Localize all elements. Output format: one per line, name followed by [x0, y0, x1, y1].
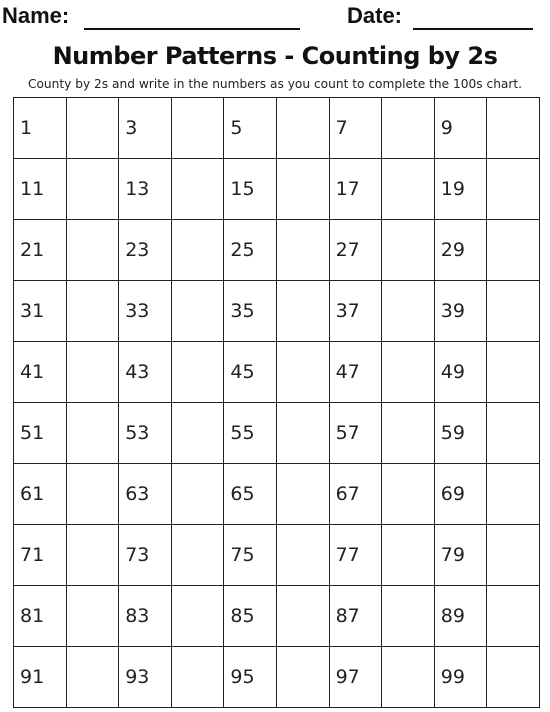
blank-number-cell[interactable] [487, 647, 540, 708]
number-cell: 41 [14, 342, 67, 403]
blank-number-cell[interactable] [382, 342, 435, 403]
number-cell: 71 [14, 525, 67, 586]
blank-number-cell[interactable] [487, 281, 540, 342]
number-cell: 25 [224, 220, 277, 281]
number-cell: 1 [14, 98, 67, 159]
page-title: Number Patterns - Counting by 2s [52, 42, 498, 70]
number-cell: 81 [14, 586, 67, 647]
number-cell: 73 [119, 525, 172, 586]
blank-number-cell[interactable] [487, 525, 540, 586]
blank-number-cell[interactable] [276, 342, 329, 403]
blank-number-cell[interactable] [382, 525, 435, 586]
blank-number-cell[interactable] [66, 647, 119, 708]
number-cell: 11 [14, 159, 67, 220]
chart-row [14, 586, 540, 647]
number-cell: 31 [14, 281, 67, 342]
number-cell: 89 [434, 586, 487, 647]
blank-number-cell[interactable] [276, 586, 329, 647]
blank-number-cell[interactable] [66, 403, 119, 464]
chart-row [14, 98, 540, 159]
number-cell: 63 [119, 464, 172, 525]
number-cell: 67 [329, 464, 382, 525]
number-cell: 13 [119, 159, 172, 220]
number-cell: 87 [329, 586, 382, 647]
number-cell: 5 [224, 98, 277, 159]
blank-number-cell[interactable] [171, 281, 224, 342]
number-cell: 59 [434, 403, 487, 464]
chart-row [14, 159, 540, 220]
blank-number-cell[interactable] [66, 159, 119, 220]
blank-number-cell[interactable] [382, 586, 435, 647]
number-cell: 99 [434, 647, 487, 708]
chart-row [14, 220, 540, 281]
date-field[interactable] [413, 28, 533, 30]
date-label: Date: [347, 3, 403, 28]
blank-number-cell[interactable] [487, 220, 540, 281]
number-cell: 47 [329, 342, 382, 403]
instructions-text: County by 2s and write in the numbers as you count to complete the 100s chart. [27, 77, 523, 91]
number-cell: 77 [329, 525, 382, 586]
number-cell: 27 [329, 220, 382, 281]
blank-number-cell[interactable] [487, 403, 540, 464]
blank-number-cell[interactable] [276, 464, 329, 525]
name-field[interactable] [84, 28, 300, 30]
number-cell: 79 [434, 525, 487, 586]
number-cell: 61 [14, 464, 67, 525]
number-cell: 93 [119, 647, 172, 708]
blank-number-cell[interactable] [171, 342, 224, 403]
blank-number-cell[interactable] [171, 586, 224, 647]
number-cell: 45 [224, 342, 277, 403]
number-cell: 97 [329, 647, 382, 708]
blank-number-cell[interactable] [276, 647, 329, 708]
blank-number-cell[interactable] [382, 647, 435, 708]
number-cell: 65 [224, 464, 277, 525]
number-cell: 35 [224, 281, 277, 342]
blank-number-cell[interactable] [276, 220, 329, 281]
number-cell: 23 [119, 220, 172, 281]
number-cell: 95 [224, 647, 277, 708]
hundreds-chart [13, 97, 540, 708]
blank-number-cell[interactable] [382, 159, 435, 220]
blank-number-cell[interactable] [382, 281, 435, 342]
number-cell: 29 [434, 220, 487, 281]
hundreds-chart-body [14, 98, 540, 708]
chart-row [14, 403, 540, 464]
number-cell: 7 [329, 98, 382, 159]
blank-number-cell[interactable] [171, 525, 224, 586]
number-cell: 69 [434, 464, 487, 525]
blank-number-cell[interactable] [66, 342, 119, 403]
blank-number-cell[interactable] [66, 281, 119, 342]
blank-number-cell[interactable] [276, 159, 329, 220]
blank-number-cell[interactable] [487, 586, 540, 647]
blank-number-cell[interactable] [382, 464, 435, 525]
blank-number-cell[interactable] [382, 220, 435, 281]
blank-number-cell[interactable] [487, 342, 540, 403]
worksheet-header [0, 0, 550, 36]
number-cell: 21 [14, 220, 67, 281]
number-cell: 37 [329, 281, 382, 342]
blank-number-cell[interactable] [66, 220, 119, 281]
number-cell: 85 [224, 586, 277, 647]
number-cell: 57 [329, 403, 382, 464]
number-cell: 83 [119, 586, 172, 647]
blank-number-cell[interactable] [66, 525, 119, 586]
blank-number-cell[interactable] [171, 159, 224, 220]
number-cell: 19 [434, 159, 487, 220]
name-label: Name: [2, 3, 70, 28]
number-cell: 17 [329, 159, 382, 220]
number-cell: 51 [14, 403, 67, 464]
blank-number-cell[interactable] [276, 525, 329, 586]
blank-number-cell[interactable] [276, 281, 329, 342]
blank-number-cell[interactable] [171, 464, 224, 525]
blank-number-cell[interactable] [382, 98, 435, 159]
chart-row [14, 647, 540, 708]
blank-number-cell[interactable] [487, 159, 540, 220]
blank-number-cell[interactable] [66, 98, 119, 159]
blank-number-cell[interactable] [66, 464, 119, 525]
blank-number-cell[interactable] [171, 98, 224, 159]
blank-number-cell[interactable] [171, 403, 224, 464]
blank-number-cell[interactable] [276, 403, 329, 464]
number-cell: 53 [119, 403, 172, 464]
blank-number-cell[interactable] [171, 647, 224, 708]
blank-number-cell[interactable] [382, 403, 435, 464]
chart-row [14, 464, 540, 525]
number-cell: 55 [224, 403, 277, 464]
blank-number-cell[interactable] [487, 98, 540, 159]
number-cell: 33 [119, 281, 172, 342]
number-cell: 49 [434, 342, 487, 403]
blank-number-cell[interactable] [487, 464, 540, 525]
number-cell: 43 [119, 342, 172, 403]
number-cell: 9 [434, 98, 487, 159]
number-cell: 39 [434, 281, 487, 342]
blank-number-cell[interactable] [276, 98, 329, 159]
chart-row [14, 525, 540, 586]
number-cell: 15 [224, 159, 277, 220]
chart-row [14, 281, 540, 342]
blank-number-cell[interactable] [171, 220, 224, 281]
number-cell: 3 [119, 98, 172, 159]
number-cell: 75 [224, 525, 277, 586]
number-cell: 91 [14, 647, 67, 708]
chart-row [14, 342, 540, 403]
blank-number-cell[interactable] [66, 586, 119, 647]
